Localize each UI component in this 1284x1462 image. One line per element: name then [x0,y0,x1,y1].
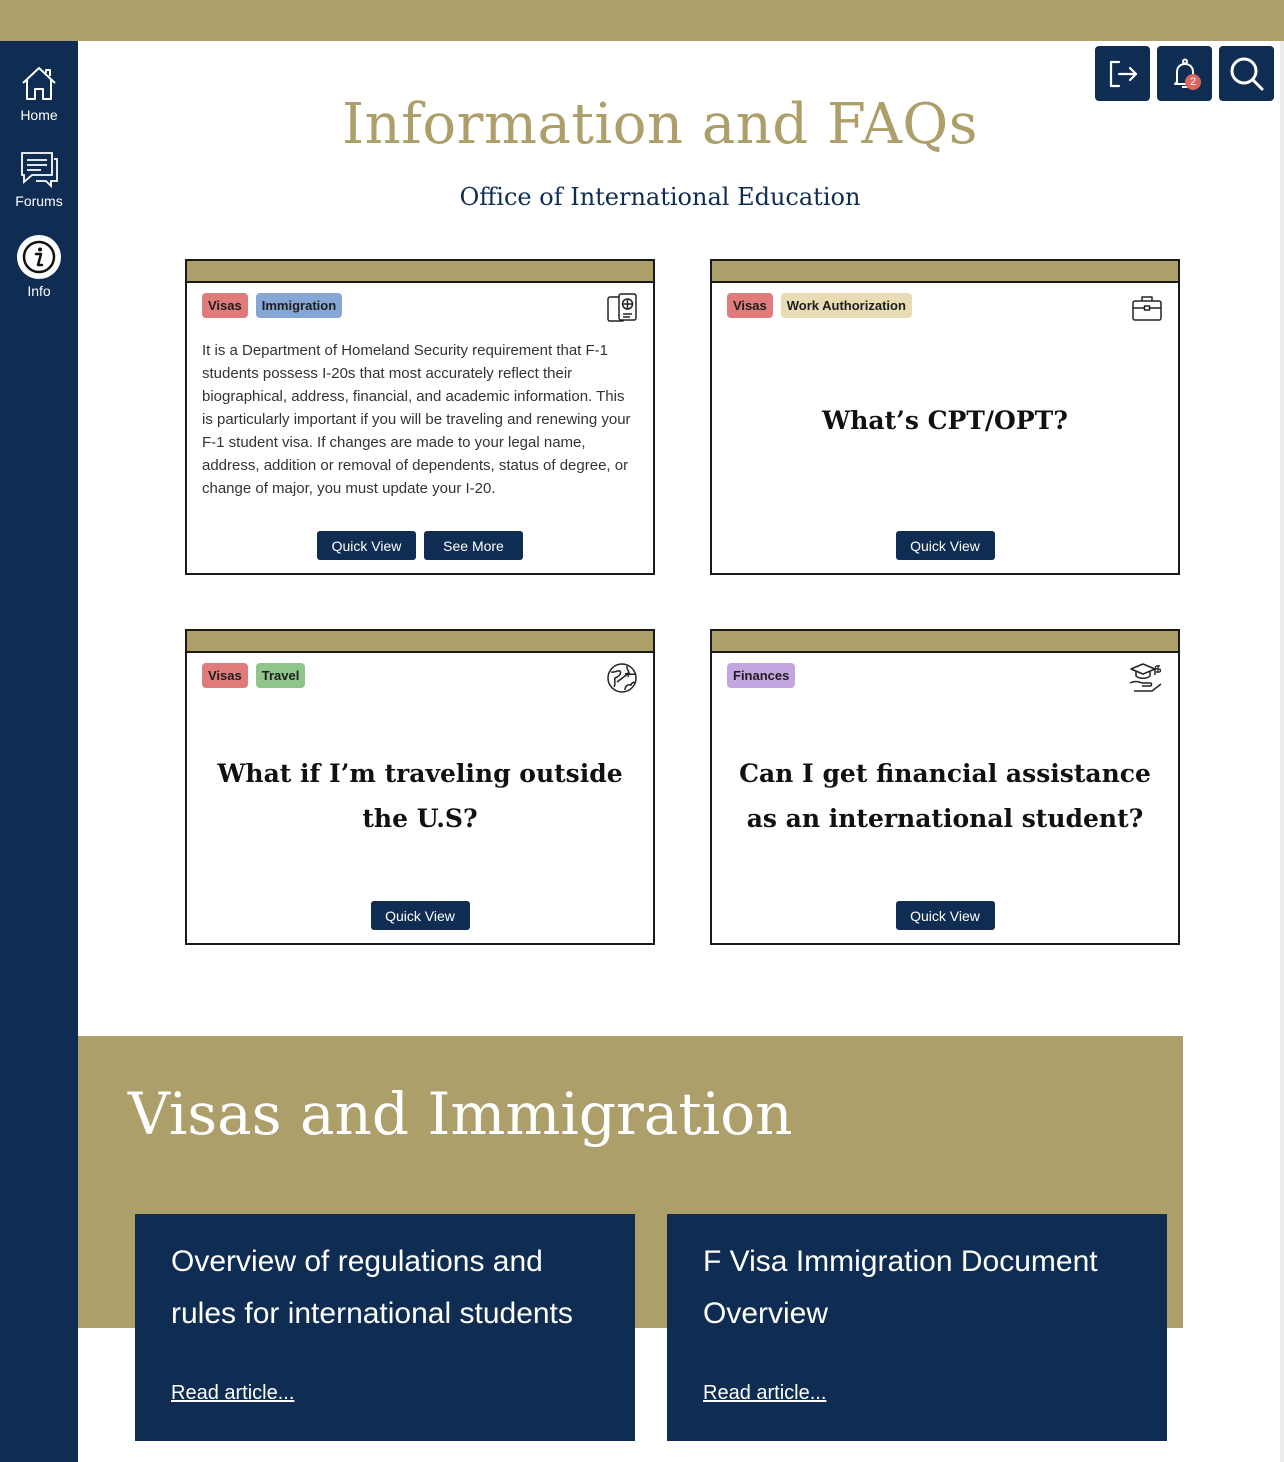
quick-view-button[interactable]: Quick View [371,901,470,930]
tag-immigration[interactable]: Immigration [256,293,342,318]
card-actions [712,901,1178,930]
faq-card-cpt-opt [710,259,1180,575]
sidebar-item-label: Forums [15,193,63,209]
passport-icon [605,291,639,325]
forums-icon [18,149,60,189]
card-question: Can I get financial assistance as an international student? [739,759,1151,833]
tag-finances[interactable]: Finances [727,663,795,688]
card-actions [712,531,1178,560]
see-more-button[interactable]: See More [424,531,523,560]
article-card-f-visa[interactable] [667,1214,1167,1441]
card-header [712,631,1178,653]
tag-visas[interactable]: Visas [202,293,248,318]
card-header [187,261,653,283]
notification-count-badge: 2 [1185,74,1201,90]
top-bar [0,0,1284,41]
sidebar [0,41,78,1462]
tag-list [727,293,912,318]
faq-card-financial-assistance [710,629,1180,945]
home-icon [19,63,59,103]
card-question: What if I’m traveling outside the U.S? [217,759,623,833]
info-icon-background [17,235,61,279]
sidebar-item-label: Info [27,283,51,299]
quick-view-button[interactable]: Quick View [317,531,416,560]
read-article-link[interactable]: Read article... [703,1382,827,1404]
card-body-text: It is a Department of Homeland Security requirement that F-1 students possess I-20s that most accurately reflect their biographical, address, financial, and academic information. This is particularly important if you will be traveling and renewing your F-1 student visa. If changes are made to your legal name, address, addition or removal of dependents, status of degree, or change of major, you must update your I-20. [202,342,631,497]
tag-visas[interactable]: Visas [202,663,248,688]
info-icon [21,239,57,275]
globe-plane-icon [605,661,639,695]
right-edge [1280,41,1284,1462]
logout-icon [1105,56,1141,92]
card-header [187,631,653,653]
faq-card-travel [185,629,655,945]
sidebar-item-forums[interactable] [0,149,78,209]
sidebar-item-home[interactable] [0,63,78,123]
article-title: Overview of regulations and rules for international students [171,1245,573,1330]
tag-list [727,663,795,688]
briefcase-icon [1130,291,1164,325]
search-icon [1227,54,1267,94]
card-question: What’s CPT/OPT? [822,406,1068,435]
faq-card-i20 [185,259,655,575]
tag-visas[interactable]: Visas [727,293,773,318]
tag-work-authorization[interactable]: Work Authorization [781,293,912,318]
page-title: Information and FAQs [341,92,979,157]
card-actions [187,901,653,930]
read-article-link[interactable]: Read article... [171,1382,295,1404]
tag-travel[interactable]: Travel [256,663,306,688]
page-subtitle: Office of International Education [459,183,861,211]
graduation-money-icon [1128,661,1164,695]
sidebar-item-info[interactable] [0,235,78,299]
article-card-regulations[interactable] [135,1214,635,1441]
sidebar-item-label: Home [20,107,58,123]
section-title: Visas and Immigration [128,1080,793,1148]
quick-view-button[interactable]: Quick View [896,901,995,930]
quick-view-button[interactable]: Quick View [896,531,995,560]
card-header [712,261,1178,283]
tag-list [202,663,305,688]
card-actions [187,531,653,560]
tag-list [202,293,342,318]
article-title: F Visa Immigration Document Overview [703,1245,1098,1330]
